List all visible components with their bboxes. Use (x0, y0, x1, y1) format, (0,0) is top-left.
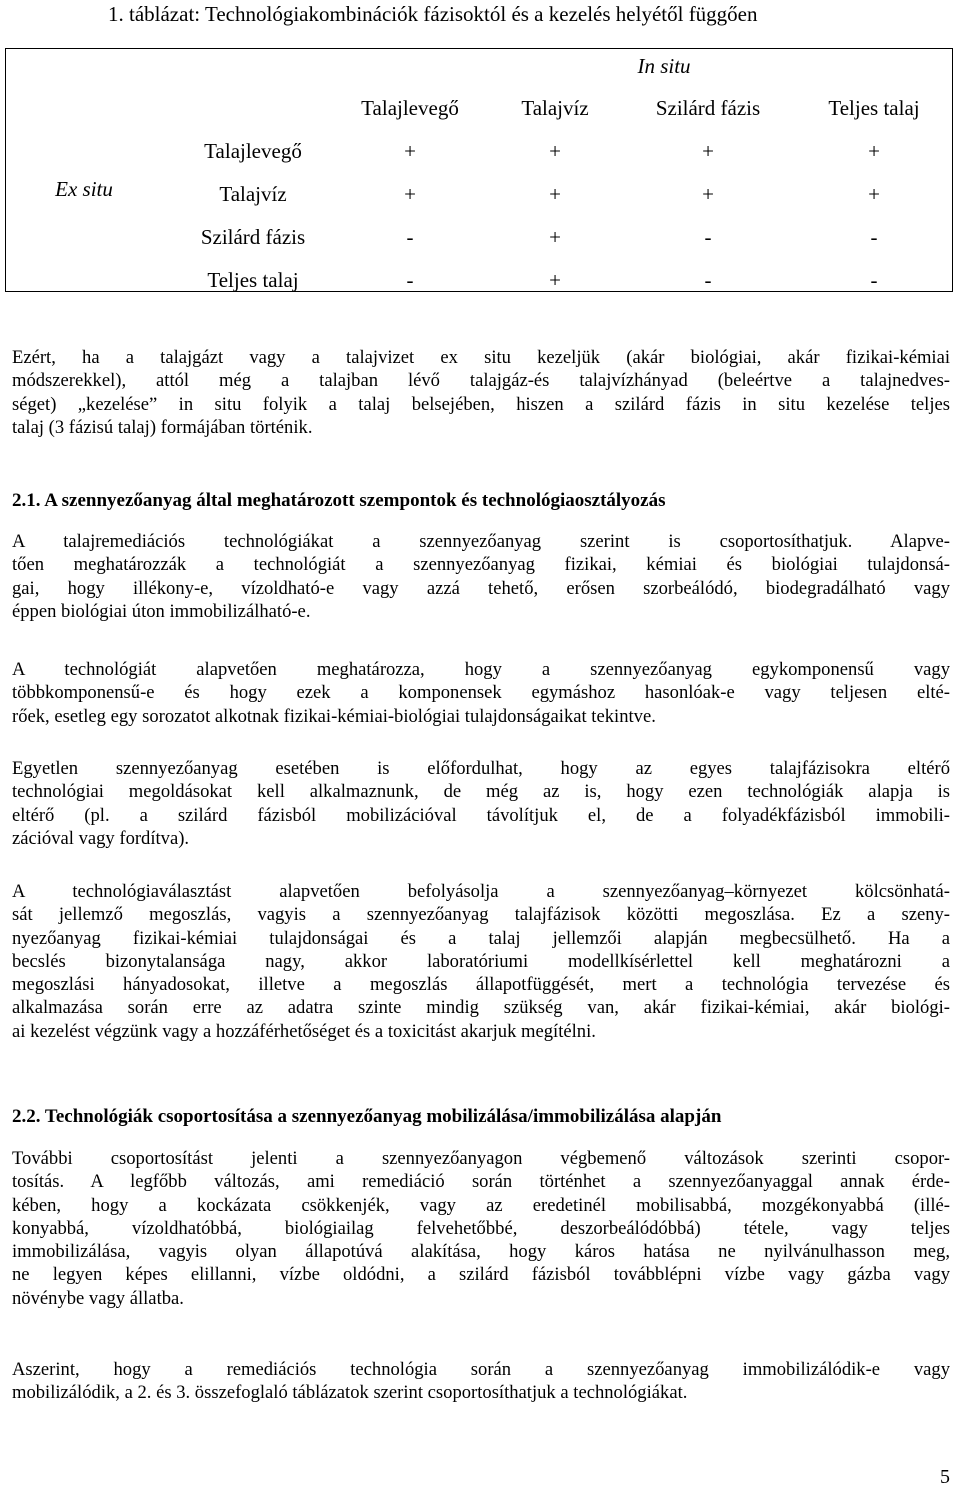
table-cell: - (704, 268, 712, 292)
table-caption: 1. táblázat: Technológiakombinációk fázisoktól és a kezelés helyétől függően (108, 2, 758, 26)
text-line: zációval vagy fordítva). (12, 827, 190, 849)
table-cell: - (406, 225, 414, 249)
page-number: 5 (940, 1466, 950, 1488)
paragraph-classification (12, 530, 950, 623)
table-cell: + (404, 139, 416, 163)
text-line: séget) „kezelése” in situ folyik a talaj belsejében, hiszen a szilárd fázis in situ kezelése teljes (12, 393, 950, 415)
text-line: eltérő (pl. a szilárd fázisból mobilizációval távolítjuk el, de a folyadékfázisból immobili- (12, 804, 950, 826)
text-line: immobilizálása, vagyis olyan állapotúvá alakítása, hogy káros hatása ne nyilvánulhasson meg, (12, 1241, 950, 1263)
column-header: Talajvíz (521, 96, 589, 120)
column-header: Szilárd fázis (655, 96, 761, 120)
table-cell: + (868, 139, 880, 163)
text-line: módszerekkel), attól még a talajban lévő talajgáz-és talajvízhányad (beleértve a talajnedves- (12, 370, 950, 392)
section-heading-2-2: 2.2. Technológiák csoportosítása a szennyezőanyag mobilizálása/immobilizálása alapján (12, 1106, 722, 1127)
text-line: becslés bizonytalansága nagy, akkor laboratóriumi modellkísérlettel kell meghatározni a (12, 950, 950, 972)
text-line: gai, hogy illékony-e, vízoldható-e vagy azzá tehető, erősen szorbeálódó, biodegradálható vagy (12, 577, 950, 599)
text-line: Egyetlen szennyezőanyag esetében is előfordulhat, hogy az egyes talajfázisokra eltérő (12, 758, 950, 779)
text-line: éppen biológiai úton immobilizálható-e. (12, 600, 311, 622)
row-header: Szilárd fázis (200, 225, 306, 249)
row-header: Talajlevegő (204, 139, 302, 163)
paragraph-ex-situ (12, 346, 950, 439)
ex-situ-header: Ex situ (55, 177, 113, 201)
paragraph-mobilization (12, 1147, 950, 1310)
text-line: rőek, esetleg egy sorozatot alkotnak fizikai-kémiai-biológiai tulajdonságaikat tekintve. (12, 705, 656, 727)
text-line: mobilizálódik, a 2. és 3. összefoglaló táblázatok szerint csoportosíthatjuk a technológiákat. (12, 1382, 688, 1404)
table-cell: + (549, 225, 561, 249)
table-cell: + (549, 182, 561, 206)
table-cell: - (704, 225, 712, 249)
paragraph-technology-selection (12, 880, 950, 1043)
text-line: A talajremediációs technológiákat a szennyezőanyag szerint is csoportosíthatjuk. Alapve- (12, 531, 950, 552)
table-cell: + (404, 182, 416, 206)
text-line: többkomponensű-e és hogy ezek a komponensek egymáshoz hasonlóak-e vagy teljesen elté- (12, 682, 950, 704)
table-cell: + (702, 182, 714, 206)
text-line: konyabbá, vízoldhatóbbá, biológiailag felvehetőbbé, deszorbeálódóbbá) tétele, vagy teljes (12, 1217, 950, 1239)
text-line: talaj (3 fázisú talaj) formájában történik. (12, 416, 313, 438)
paragraph-components (12, 658, 950, 728)
table-cell: + (702, 139, 714, 163)
text-line: Aszerint, hogy a remediációs technológia során a szennyezőanyag immobilizálódik-e vagy (12, 1359, 950, 1380)
column-header: Teljes talaj (828, 96, 920, 120)
text-line: nyezőanyag fizikai-kémiai tulajdonságai és a talaj jellemzői alapján megbecsülhető. Ha a (12, 927, 950, 949)
text-line: megoszlási hányadosokat, illetve a megoszlás állapotfüggését, mert a technológia tervezése és (12, 974, 950, 996)
text-line: sát jellemző megoszlás, vagyis a szennyezőanyag talajfázisok közötti megoszlása. Ez a szeny- (12, 904, 950, 926)
table-cell: - (870, 225, 878, 249)
row-header: Teljes talaj (207, 268, 299, 292)
table-cell: - (870, 268, 878, 292)
in-situ-header: In situ (637, 54, 691, 78)
text-line: ne legyen képes elillanni, vízbe oldódni, a szilárd fázisból továbblépni vízbe vagy gázba vagy (12, 1264, 950, 1286)
text-line: kében, hogy a kockázata csökkenjék, vagy az eredetinél mobilisabbá, mozgékonyabbá (illé- (12, 1194, 950, 1216)
table-cell: + (868, 182, 880, 206)
text-line: tően meghatározzák a technológiát a szennyezőanyag fizikai, kémiai és biológiai tulajdonsá- (12, 554, 950, 576)
text-line: A technológiaválasztást alapvetően befolyásolja a szennyezőanyag–környezet kölcsönhatá- (12, 881, 950, 902)
text-line: ai kezelést végzünk vagy a hozzáférhetőséget és a toxicitást akarjuk megítélni. (12, 1020, 596, 1042)
text-line: technológiai megoldásokat kell alkalmaznunk, de még az is, hogy ezen technológiák alapja is (12, 781, 950, 803)
paragraph-single-pollutant (12, 757, 950, 850)
technology-table (5, 48, 953, 292)
text-line: alkalmazása során erre az adatra szinte mindig szükség van, akár fizikai-kémiai, akár biológi- (12, 997, 950, 1019)
paragraph-grouping (12, 1358, 950, 1405)
text-line: Ezért, ha a talajgázt vagy a talajvizet ex situ kezeljük (akár biológiai, akár fizikai-kémiai (12, 347, 950, 368)
text-line: növénybe vagy állatba. (12, 1287, 184, 1309)
text-line: A technológiát alapvetően meghatározza, hogy a szennyezőanyag egykomponensű vagy (12, 659, 950, 680)
text-line: tosítás. A legfőbb változás, ami remediáció során történhet a szennyezőanyaggal annak érde- (12, 1171, 950, 1193)
row-header: Talajvíz (219, 182, 287, 206)
section-heading-2-1: 2.1. A szennyezőanyag által meghatározott szempontok és technológiaosztályozás (12, 490, 666, 511)
table-cell: + (549, 268, 561, 292)
table-cell: - (406, 268, 414, 292)
column-header: Talajlevegő (361, 96, 459, 120)
text-line: További csoportosítást jelenti a szennyezőanyagon végbemenő változások szerinti csopor- (12, 1148, 950, 1169)
table-cell: + (549, 139, 561, 163)
